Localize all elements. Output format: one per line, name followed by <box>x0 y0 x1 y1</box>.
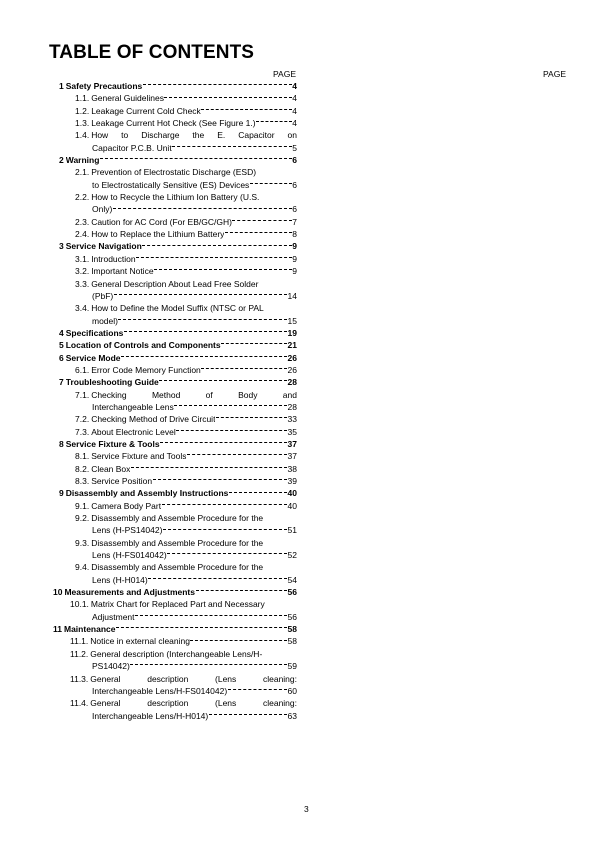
toc-entry-label: Introduction <box>91 253 136 264</box>
toc-dot-leader <box>190 640 287 641</box>
toc-entry-number: 1.3. <box>75 118 90 129</box>
toc-entry-number: 3.2. <box>75 266 90 277</box>
toc-dot-leader <box>172 146 292 147</box>
page-title: TABLE OF CONTENTS <box>49 42 255 63</box>
toc-dot-leader <box>162 504 287 505</box>
toc-dot-leader <box>131 467 287 468</box>
toc-dot-leader <box>256 121 292 122</box>
toc-subsection-entry[interactable] <box>52 166 297 178</box>
toc-entry-label: Location of Controls and Components <box>65 340 221 351</box>
toc-continuation-line[interactable] <box>52 574 297 586</box>
toc-subsection-entry[interactable] <box>52 512 297 524</box>
toc-dot-leader <box>135 615 287 616</box>
toc-page-number: 54 <box>287 574 297 585</box>
toc-continuation-line[interactable] <box>52 685 297 697</box>
toc-entry-label: How to Discharge the E. Capacitor on <box>91 130 297 141</box>
toc-page-number: 19 <box>287 327 297 338</box>
toc-page-number: 51 <box>287 525 297 536</box>
toc-subsection-entry[interactable] <box>52 117 297 129</box>
toc-dot-leader <box>116 627 287 628</box>
toc-entry-label: Caution for AC Cord (For EB/GC/GH) <box>91 216 232 227</box>
toc-list <box>52 80 297 722</box>
toc-entry-number: 1.4. <box>75 130 90 141</box>
toc-page-number: 4 <box>292 118 297 129</box>
toc-entry-number: 11.3. <box>70 673 89 684</box>
toc-subsection-entry[interactable] <box>52 697 297 709</box>
toc-entry-number: 9.4. <box>75 562 90 573</box>
toc-entry-label: Disassembly and Assembly Instructions <box>65 488 229 499</box>
toc-page-number: 35 <box>287 426 297 437</box>
toc-continuation-line[interactable] <box>52 710 297 722</box>
toc-subsection-entry[interactable] <box>52 537 297 549</box>
toc-subsection-entry[interactable] <box>52 413 297 425</box>
toc-dot-leader <box>143 84 292 85</box>
toc-entry-number: 2.2. <box>75 192 90 203</box>
toc-section-entry[interactable] <box>52 339 297 351</box>
toc-subsection-entry[interactable] <box>52 673 297 685</box>
toc-entry-label: Troubleshooting Guide <box>65 377 159 388</box>
toc-entry-label: General Description About Lead Free Solder <box>91 278 259 289</box>
toc-page-number: 38 <box>287 463 297 474</box>
toc-section-entry[interactable] <box>52 352 297 364</box>
toc-entry-number: 2.4. <box>75 229 90 240</box>
toc-subsection-entry[interactable] <box>52 302 297 314</box>
toc-subsection-entry[interactable] <box>52 228 297 240</box>
toc-continuation-line[interactable] <box>52 660 297 672</box>
toc-entry-number: 8.2. <box>75 463 90 474</box>
toc-entry-number: 9.3. <box>75 537 90 548</box>
toc-entry-number: 1.1. <box>75 93 90 104</box>
page-column-header-right: PAGE <box>543 69 566 79</box>
toc-subsection-entry[interactable] <box>52 648 297 660</box>
toc-dot-leader <box>121 356 287 357</box>
toc-entry-label: General description (Lens cleaning: <box>90 673 297 684</box>
toc-entry-number: 9.2. <box>75 513 90 524</box>
toc-dot-leader <box>250 183 292 184</box>
toc-dot-leader <box>114 294 287 295</box>
toc-entry-number: 3.1. <box>75 253 90 264</box>
toc-continuation-line[interactable] <box>52 179 297 191</box>
toc-page-number: 28 <box>287 377 297 388</box>
toc-continuation-line[interactable] <box>52 203 297 215</box>
toc-dot-leader <box>209 714 287 715</box>
toc-dot-leader <box>174 405 287 406</box>
toc-entry-label: (PbF) <box>92 290 114 301</box>
page-column-header-left: PAGE <box>273 69 296 79</box>
toc-entry-label: Checking Method of Body and <box>91 389 297 400</box>
toc-entry-number: 7.1. <box>75 389 90 400</box>
toc-dot-leader <box>124 331 287 332</box>
toc-entry-label: Safety Precautions <box>65 81 143 91</box>
toc-page-number: 21 <box>287 340 297 351</box>
toc-entry-number: 3 <box>59 241 64 252</box>
toc-entry-number: 5 <box>59 340 64 351</box>
toc-subsection-entry[interactable] <box>52 265 297 277</box>
toc-dot-leader <box>159 380 287 381</box>
toc-entry-number: 7 <box>59 377 64 388</box>
toc-page-number: 14 <box>287 290 297 301</box>
toc-page-number: 6 <box>292 179 297 190</box>
toc-subsection-entry[interactable] <box>52 463 297 475</box>
toc-entry-label: How to Recycle the Lithium Ion Battery (U.S. <box>91 192 260 203</box>
toc-dot-leader <box>232 220 291 221</box>
toc-page-number: 60 <box>287 685 297 696</box>
page-number: 3 <box>304 804 309 814</box>
toc-entry-label: Camera Body Part <box>91 500 162 511</box>
toc-subsection-entry[interactable] <box>52 450 297 462</box>
toc-section-entry[interactable] <box>52 586 297 598</box>
toc-dot-leader <box>225 232 292 233</box>
toc-dot-leader <box>167 553 287 554</box>
toc-dot-leader <box>201 109 291 110</box>
toc-subsection-entry[interactable] <box>52 253 297 265</box>
toc-entry-label: Specifications <box>65 327 124 338</box>
toc-entry-label: General description (Lens cleaning: <box>90 698 297 709</box>
toc-dot-leader <box>164 97 291 98</box>
toc-entry-label: How to Define the Model Suffix (NTSC or PAL <box>91 303 264 314</box>
toc-entry-label: About Electronic Level <box>91 426 176 437</box>
toc-subsection-entry[interactable] <box>52 191 297 203</box>
toc-dot-leader <box>100 158 292 159</box>
toc-entry-number: 11.2. <box>70 648 89 659</box>
toc-page-number: 6 <box>292 155 297 166</box>
toc-entry-number: 7.3. <box>75 426 90 437</box>
toc-entry-number: 10 <box>53 587 63 598</box>
toc-entry-label: Lens (H-PS14042) <box>92 525 163 536</box>
toc-page-number: 26 <box>287 364 297 375</box>
toc-page-number: 28 <box>287 401 297 412</box>
toc-dot-leader <box>118 319 287 320</box>
toc-dot-leader <box>163 529 287 530</box>
toc-entry-label: Maintenance <box>64 624 116 635</box>
toc-subsection-entry[interactable] <box>52 278 297 290</box>
toc-page-number: 58 <box>287 636 297 647</box>
toc-page-number: 15 <box>287 315 297 326</box>
toc-page-number: 9 <box>292 253 297 264</box>
toc-entry-label: to Electrostatically Sensitive (ES) Devices <box>92 179 250 190</box>
toc-page-number: 56 <box>287 587 297 598</box>
toc-entry-number: 8 <box>59 438 64 449</box>
toc-entry-label: Interchangeable Lens <box>92 401 174 412</box>
toc-continuation-line[interactable] <box>52 611 297 623</box>
toc-page-number: 37 <box>287 438 297 449</box>
toc-continuation-line[interactable] <box>52 315 297 327</box>
toc-dot-leader <box>154 269 292 270</box>
toc-page-number: 8 <box>292 229 297 240</box>
toc-entry-number: 2.3. <box>75 216 90 227</box>
toc-section-entry[interactable] <box>52 623 297 635</box>
toc-section-entry[interactable] <box>52 327 297 339</box>
toc-entry-number: 9 <box>59 488 64 499</box>
toc-page-number: 40 <box>287 488 297 499</box>
toc-entry-number: 3.4. <box>75 303 90 314</box>
toc-entry-number: 11 <box>53 624 62 635</box>
toc-entry-number: 1 <box>59 81 64 91</box>
toc-subsection-entry[interactable] <box>52 561 297 573</box>
toc-entry-number: 6.1. <box>75 364 90 375</box>
toc-page-number: 59 <box>287 661 297 672</box>
toc-entry-label: Interchangeable Lens/H-H014) <box>92 710 209 721</box>
toc-section-entry[interactable] <box>52 154 297 166</box>
toc-page-number: 52 <box>287 550 297 561</box>
toc-continuation-line[interactable] <box>52 290 297 302</box>
toc-page-number: 40 <box>287 500 297 511</box>
toc-entry-label: Error Code Memory Function <box>91 364 201 375</box>
toc-entry-label: Clean Box <box>91 463 131 474</box>
toc-entry-label: Service Fixture & Tools <box>65 438 160 449</box>
toc-entry-label: Matrix Chart for Replaced Part and Necessary <box>90 599 265 610</box>
toc-entry-number: 6 <box>59 352 64 363</box>
toc-subsection-entry[interactable] <box>52 389 297 401</box>
toc-section-entry[interactable] <box>52 240 297 252</box>
toc-entry-label: Service Position <box>91 476 153 486</box>
toc-entry-label: General description (Interchangeable Lens/H- <box>90 648 263 659</box>
toc-entry-label: Checking Method of Drive Circuit <box>91 414 216 425</box>
toc-subsection-entry[interactable] <box>52 105 297 117</box>
toc-page-number: 5 <box>292 142 297 153</box>
toc-entry-label: model) <box>92 315 118 326</box>
toc-dot-leader <box>201 368 287 369</box>
toc-section-entry[interactable] <box>52 376 297 388</box>
toc-subsection-entry[interactable] <box>52 475 297 487</box>
toc-page-number: 9 <box>292 266 297 277</box>
toc-subsection-entry[interactable] <box>52 426 297 438</box>
toc-entry-label: Service Mode <box>65 352 121 363</box>
toc-subsection-entry[interactable] <box>52 92 297 104</box>
toc-subsection-entry[interactable] <box>52 129 297 141</box>
toc-entry-number: 7.2. <box>75 414 90 425</box>
toc-entry-number: 4 <box>59 327 64 338</box>
toc-section-entry[interactable] <box>52 438 297 450</box>
toc-page-number: 26 <box>287 352 297 363</box>
toc-entry-label: Service Navigation <box>65 241 142 252</box>
toc-entry-number: 2.1. <box>75 167 90 178</box>
toc-dot-leader <box>196 590 288 591</box>
toc-entry-label: Leakage Current Hot Check (See Figure 1.) <box>91 118 256 129</box>
toc-dot-leader <box>187 454 287 455</box>
toc-entry-label: Warning <box>65 155 100 166</box>
toc-continuation-line[interactable] <box>52 401 297 413</box>
toc-entry-number: 8.1. <box>75 451 90 462</box>
toc-entry-label: Notice in external cleaning <box>90 636 190 647</box>
toc-entry-label: Service Fixture and Tools <box>91 451 187 462</box>
toc-dot-leader <box>113 208 292 209</box>
toc-entry-label: Lens (H-H014) <box>92 574 148 585</box>
toc-dot-leader <box>176 430 287 431</box>
toc-entry-label: How to Replace the Lithium Battery <box>91 229 225 240</box>
toc-entry-label: Disassembly and Assemble Procedure for the <box>91 513 264 524</box>
toc-entry-label: Disassembly and Assemble Procedure for the <box>91 562 264 573</box>
toc-subsection-entry[interactable] <box>52 598 297 610</box>
toc-entry-label: Disassembly and Assemble Procedure for the <box>91 537 264 548</box>
toc-page-number: 58 <box>287 624 297 635</box>
toc-page-number: 4 <box>292 93 297 104</box>
toc-dot-leader <box>229 492 287 493</box>
toc-subsection-entry[interactable] <box>52 635 297 647</box>
toc-entry-number: 11.4. <box>70 698 89 709</box>
toc-page-number: 39 <box>287 476 297 486</box>
toc-entry-label: Measurements and Adjustments <box>64 587 195 598</box>
toc-page-number: 4 <box>292 81 297 91</box>
toc-entry-label: Interchangeable Lens/H-FS014042) <box>92 685 228 696</box>
toc-subsection-entry[interactable] <box>52 216 297 228</box>
toc-entry-label: Lens (H-FS014042) <box>92 550 167 561</box>
toc-entry-label: Adjustment <box>92 611 135 622</box>
toc-dot-leader <box>130 664 287 665</box>
toc-dot-leader <box>228 689 287 690</box>
toc-continuation-line[interactable] <box>52 549 297 561</box>
toc-page-number: 37 <box>287 451 297 462</box>
toc-dot-leader <box>160 442 287 443</box>
toc-subsection-entry[interactable] <box>52 500 297 512</box>
toc-entry-label: Capacitor P.C.B. Unit <box>92 142 172 153</box>
toc-page-number: 33 <box>287 414 297 425</box>
toc-continuation-line[interactable] <box>52 524 297 536</box>
toc-entry-number: 9.1. <box>75 500 90 511</box>
toc-entry-number: 11.1. <box>70 636 89 647</box>
toc-dot-leader <box>216 417 287 418</box>
toc-dot-leader <box>136 257 292 258</box>
toc-page-number: 4 <box>292 105 297 116</box>
toc-dot-leader <box>148 578 287 579</box>
toc-continuation-line[interactable] <box>52 142 297 154</box>
toc-dot-leader <box>153 479 287 480</box>
toc-entry-number: 8.3. <box>75 476 90 486</box>
toc-page-number: 7 <box>292 216 297 227</box>
toc-entry-number: 3.3. <box>75 278 90 289</box>
toc-page-number: 9 <box>292 241 297 252</box>
toc-entry-number: 1.2. <box>75 105 90 116</box>
toc-entry-label: Only) <box>92 204 113 215</box>
toc-subsection-entry[interactable] <box>52 364 297 376</box>
toc-entry-label: General Guidelines <box>91 93 164 104</box>
toc-entry-number: 2 <box>59 155 64 166</box>
toc-entry-label: PS14042) <box>92 661 130 672</box>
toc-entry-number: 10.1. <box>70 599 89 610</box>
toc-entry-label: Leakage Current Cold Check <box>91 105 201 116</box>
toc-dot-leader <box>142 245 291 246</box>
toc-entry-label: Important Notice <box>91 266 154 277</box>
toc-page-number: 63 <box>287 710 297 721</box>
toc-section-entry[interactable] <box>52 80 297 92</box>
toc-page-number: 6 <box>292 204 297 215</box>
toc-page-number: 56 <box>287 611 297 622</box>
toc-dot-leader <box>221 343 287 344</box>
toc-entry-label: Prevention of Electrostatic Discharge (ESD) <box>91 167 257 178</box>
toc-section-entry[interactable] <box>52 487 297 499</box>
